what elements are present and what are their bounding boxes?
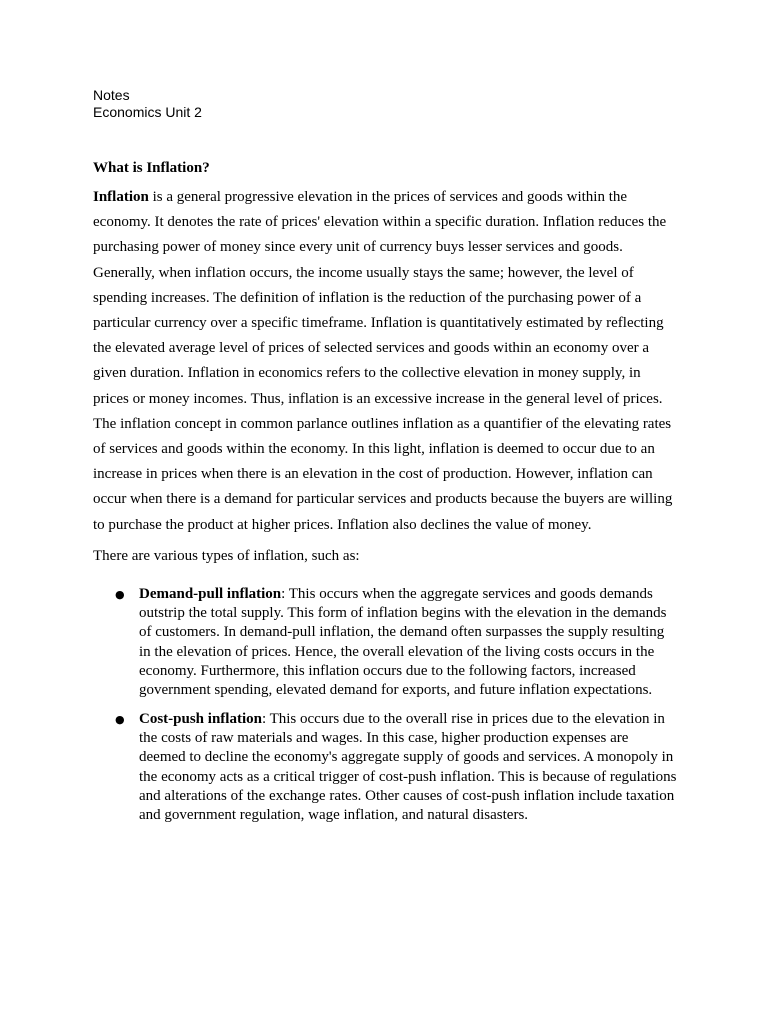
unit-title: Economics Unit 2 [93, 104, 202, 120]
list-item-demand-pull [93, 585, 678, 701]
section-heading: What is Inflation? [93, 160, 210, 176]
lead-term: Inflation [93, 189, 149, 205]
bullet-text: : This occurs due to the overall rise in prices due to the elevation in the costs of raw materials and wages. In this case, higher production expenses are deemed to decline the economy's aggregate supply of goods and services. A monopoly in the economy acts as a critical trigger of cost-push inflation. This is because of regulations and alterations of the exchange rates. Other causes of cost-push inflation include taxation and government regulation, wage inflation, and natural disasters. [139, 710, 677, 824]
inflation-types-list [93, 585, 678, 826]
bullet-text: : This occurs when the aggregate services and goods demands outstrip the total supply. This form of inflation begins with the elevation in the demands of customers. In demand-pull inflation, the demand often surpasses the supply resulting in the elevation of prices. Hence, the overall elevation of the living costs occurs in the economy. Furthermore, this inflation occurs due to the following factors, increased government spending, elevated demand for exports, and future inflation expectations. [139, 585, 667, 699]
types-intro: There are various types of inflation, such as: [93, 547, 360, 564]
inflation-definition-paragraph [93, 185, 678, 538]
bullet-icon: ● [115, 712, 125, 726]
bullet-term: Demand-pull inflation [139, 585, 282, 602]
bullet-term: Cost-push inflation [139, 710, 262, 727]
notes-label: Notes [93, 87, 130, 103]
bullet-icon: ● [115, 587, 125, 601]
paragraph-body: is a general progressive elevation in the prices of services and goods within the economy. It denotes the rate of prices' elevation within a specific duration. Inflation reduces the purchasing power of money since every unit of currency buys lesser services and goods. Generally, when inflation occurs, the income usually stays the same; however, the level of spending increases. The definition of inflation is the reduction of the purchasing power of a particular currency over a specific timeframe. Inflation is quantitatively estimated by reflecting the elevated average level of prices of selected services and goods within an economy over a given duration. Inflation in economics refers to the collective elevation in money supply, in prices or money incomes. Thus, inflation is an excessive increase in the general level of prices. The inflation concept in common parlance outlines inflation as a quantifier of the elevating rates of services and goods within the economy. In this light, inflation is deemed to occur due to an increase in prices when there is an elevation in the cost of production. However, inflation can occur when there is a demand for particular services and products because the buyers are willing to purchase the product at higher prices. Inflation also declines the value of money. [93, 189, 673, 533]
document-page [93, 87, 678, 834]
list-item-cost-push [93, 710, 678, 826]
